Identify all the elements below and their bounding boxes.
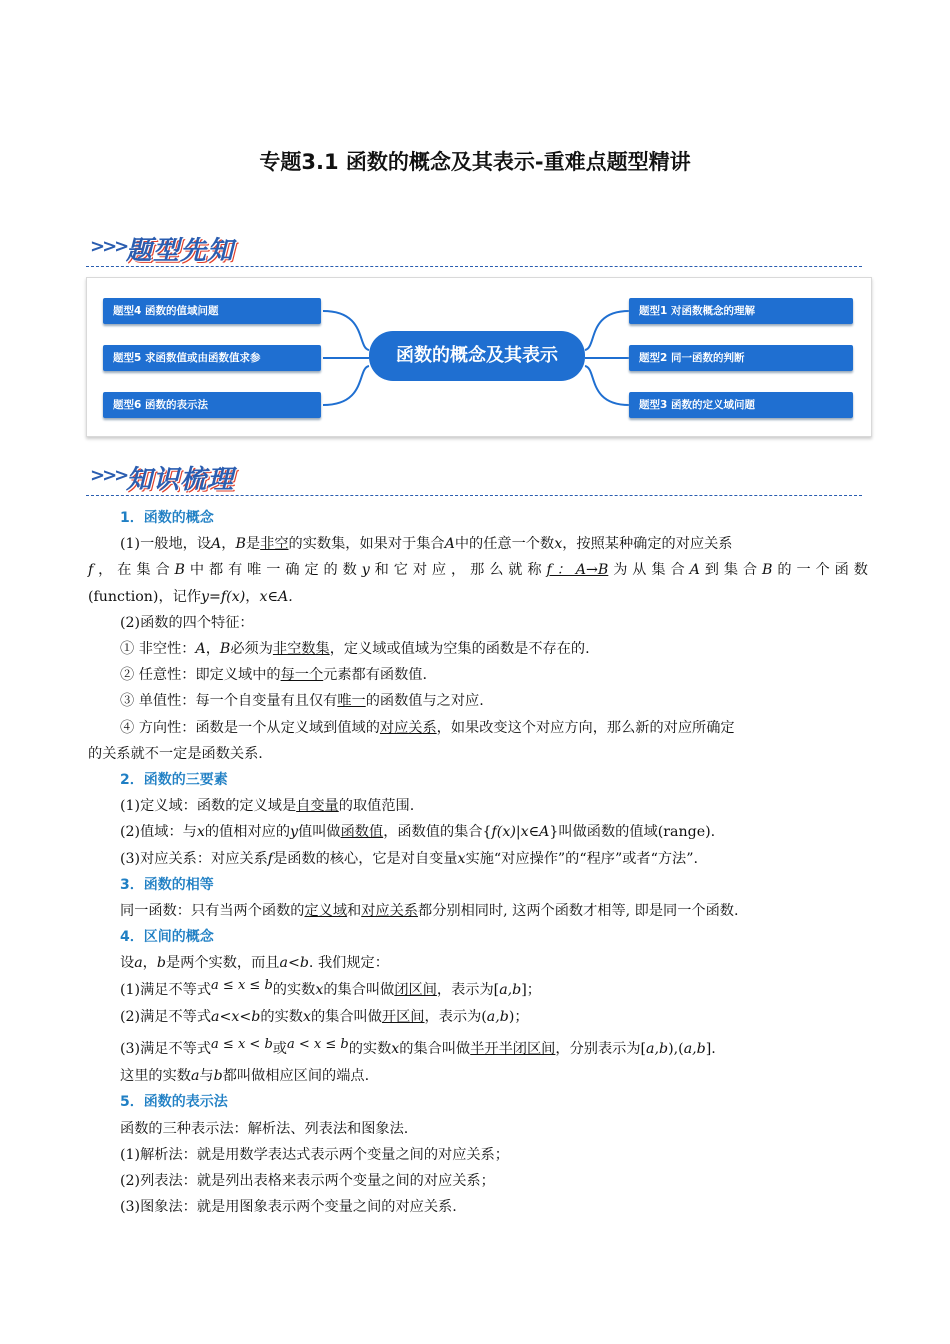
paragraph: (1)定义域：函数的定义域是自变量的取值范围. (120, 798, 415, 815)
page-title: 专题3.1 函数的概念及其表示-重难点题型精讲 (259, 150, 691, 174)
mind-map-node-type5: 题型5 求函数值或由函数值求参 (103, 345, 321, 371)
section-banner-knowledge (86, 459, 866, 499)
mind-map-node-type6: 题型6 函数的表示法 (103, 392, 321, 418)
banner-divider (86, 266, 862, 267)
section-banner-question-types (86, 230, 866, 270)
paragraph: 这里的实数a与b都叫做相应区间的端点. (120, 1068, 370, 1085)
mind-map-node-type3: 题型3 函数的定义域问题 (629, 392, 853, 418)
list-item: ③ 单值性：每一个自变量有且仅有唯一的函数值与之对应. (120, 693, 484, 710)
list-item: ④ 方向性：函数是一个从定义域到值域的对应关系，如果改变这个对应方向，那么新的对应所确定 (120, 719, 735, 736)
paragraph: (2)值域：与x的值相对应的y值叫做函数值，函数值的集合{f(x)|x∈A}叫做函数的值域(range). (120, 824, 716, 841)
paragraph: f，在集合B中都有唯一确定的数y和它对应，那么就称f：A→B为从集合A到集合B的一个函数 (88, 562, 868, 579)
list-item: ② 任意性：即定义域中的每一个元素都有函数值. (120, 667, 427, 684)
list-item-continued: 的关系就不一定是函数关系. (88, 745, 263, 762)
mind-map-node-type2: 题型2 同一函数的判断 (629, 345, 853, 371)
banner-title: 题型先知 (126, 236, 235, 266)
section-heading-concept: 1．函数的概念 (120, 510, 214, 526)
section-heading-interval: 4．区间的概念 (120, 929, 214, 946)
paragraph: (1)解析法：就是用数学表达式表示两个变量之间的对应关系； (120, 1146, 509, 1163)
paragraph: (1)满足不等式a ≤ x ≤ b的实数x的集合叫做闭区间，表示为[a,b]； (120, 977, 541, 998)
paragraph: (function)，记作y=f(x)，x∈A. (88, 588, 293, 605)
paragraph: (3)对应关系：对应关系f是函数的核心，它是对自变量x实施“对应操作”的“程序”或者“方法”. (120, 850, 698, 867)
paragraph: (2)函数的四个特征： (120, 614, 254, 631)
banner-arrows-icon: >>> (90, 465, 127, 486)
section-heading-equality: 3．函数的相等 (120, 876, 214, 893)
paragraph: 同一函数：只有当两个函数的定义域和对应关系都分别相同时, 这两个函数才相等, 即是同一个函数. (120, 903, 739, 920)
list-item: ① 非空性：A，B必须为非空数集，定义域或值域为空集的函数是不存在的. (120, 641, 590, 658)
paragraph: (2)满足不等式a<x<b的实数x的集合叫做开区间，表示为(a,b)； (120, 1008, 529, 1025)
mind-map-center: 函数的概念及其表示 (369, 331, 585, 381)
paragraph: (3)图象法：就是用图象表示两个变量之间的对应关系. (120, 1199, 457, 1216)
paragraph: (1)一般地，设A，B是非空的实数集，如果对于集合A中的任意一个数x，按照某种确定的对应关系 (120, 536, 733, 553)
banner-title: 知识梳理 (126, 465, 235, 495)
banner-divider (86, 495, 862, 496)
paragraph: (3)满足不等式a ≤ x < b或a < x ≤ b的实数x的集合叫做半开半闭区间，分别表示为[a,b),(a,b]. (120, 1037, 716, 1058)
mind-map-node-type1: 题型1 对函数概念的理解 (629, 298, 853, 324)
banner-arrows-icon: >>> (90, 236, 127, 257)
paragraph: (2)列表法：就是列出表格来表示两个变量之间的对应关系； (120, 1173, 495, 1190)
section-heading-representation: 5．函数的表示法 (120, 1094, 228, 1111)
mind-map-node-type4: 题型4 函数的值域问题 (103, 298, 321, 324)
paragraph: 函数的三种表示法：解析法、列表法和图象法. (120, 1120, 409, 1137)
paragraph: 设a，b是两个实数，而且a<b. 我们规定： (120, 955, 389, 972)
mind-map (86, 277, 872, 437)
section-heading-three-elements: 2．函数的三要素 (120, 772, 228, 789)
document-body (88, 505, 868, 1220)
